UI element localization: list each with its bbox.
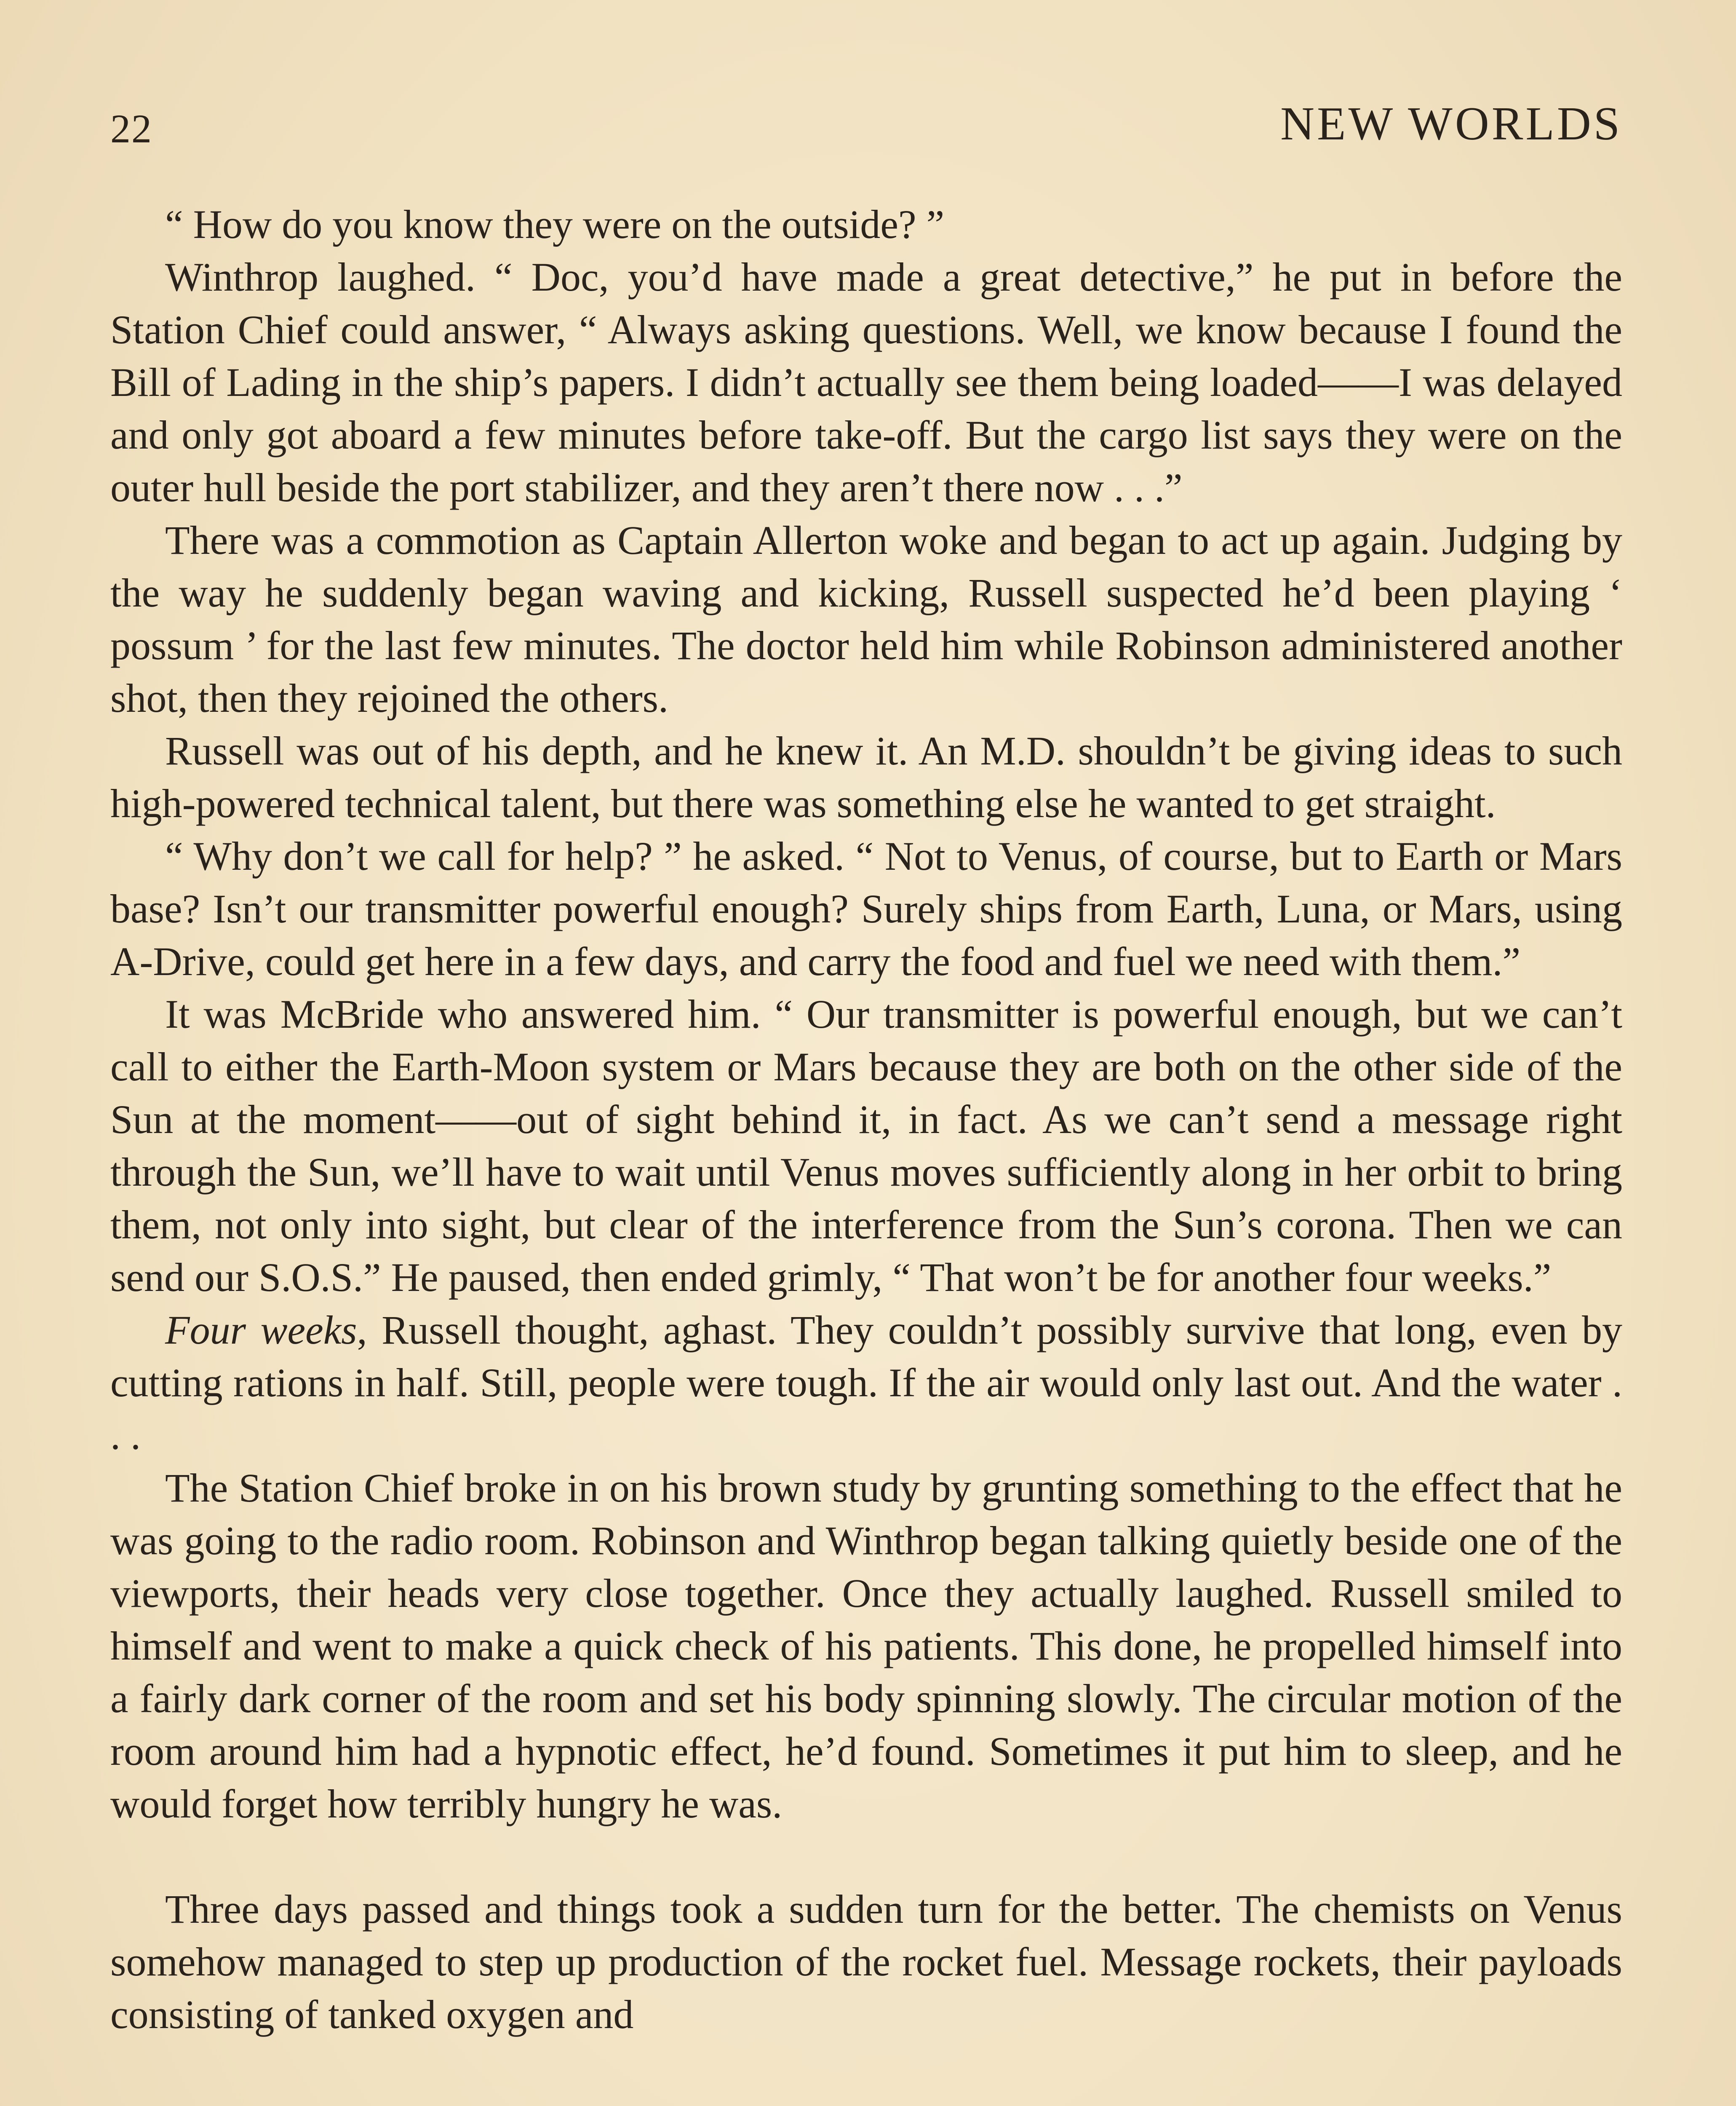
paragraph: Three days passed and things took a sudden turn for the better. The chemists on Venus somehow managed to step up production of the rocket fuel. Message rockets, their payloads consisting of tanked oxygen and — [110, 1887, 1622, 2037]
paragraph-continuation: , Russell thought, aghast. They couldn’t possibly survive that long, even by cutting rations in half. Still, people were tough. If the air would only last out. And the water . . . — [110, 1307, 1623, 1458]
story-text — [110, 198, 1622, 2041]
paragraph: It was McBride who answered him. “ Our transmitter is powerful enough, but we can’t call to either the Earth-Moon system or Mars because they are both on the other side of the Sun at the moment——out of sight behind it, in fact. As we can’t send a message right through the Sun, we’ll have to wait until Venus moves sufficiently along in her orbit to bring them, not only into sight, but clear of the interference from the Sun’s corona. Then we can send our S.O.S.” He paused, then ended grimly, “ That won’t be for another four weeks.” — [110, 992, 1622, 1300]
running-title: NEW WORLDS — [1280, 98, 1622, 150]
page-number: 22 — [110, 106, 152, 151]
paragraph: The Station Chief broke in on his brown study by grunting something to the effect that he was going to the radio room. Robinson and Winthrop began talking quietly beside one of the viewports, their heads very close together. Once they actually laughed. Russell smiled to himself and went to make a quick check of his patients. This done, he propelled himself into a fairly dark corner of the room and set his body spinning slowly. The circular motion of the room around him had a hypnotic effect, he’d found. Sometimes it put him to sleep, and he would forget how terribly hungry he was. — [110, 1465, 1622, 1826]
paragraph: Winthrop laughed. “ Doc, you’d have made a great detective,” he put in before the Station Chief could answer, “ Always asking questions. Well, we know because I found the Bill of Lading in the ship’s papers. I didn’t actually see them being loaded——I was delayed and only got aboard a few minutes before take-off. But the cargo list says they were on the outer hull beside the port stabilizer, and they aren’t there now . . .” — [110, 254, 1622, 510]
paragraph: Russell was out of his depth, and he knew it. An M.D. shouldn’t be giving ideas to such high-powered technical talent, but there was something else he wanted to get straight. — [110, 728, 1622, 826]
paragraph: There was a commotion as Captain Allerton woke and began to act up again. Judging by the way he suddenly began waving and kicking, Russell suspected he’d been playing ‘ possum ’ for the last few minutes. The doctor held him while Robinson administered another shot, then they rejoined the others. — [110, 518, 1622, 721]
paragraph: “ Why don’t we call for help? ” he asked. “ Not to Venus, of course, but to Earth or Mars base? Isn’t our transmitter powerful enough? Surely ships from Earth, Luna, or Mars, using A-Drive, could get here in a few days, and carry the food and fuel we need with them.” — [110, 834, 1622, 984]
page-header — [110, 97, 1622, 160]
italic-phrase: Four weeks — [165, 1307, 357, 1352]
paragraph: “ How do you know they were on the outside? ” — [165, 202, 945, 247]
paragraph — [110, 1304, 1622, 1462]
